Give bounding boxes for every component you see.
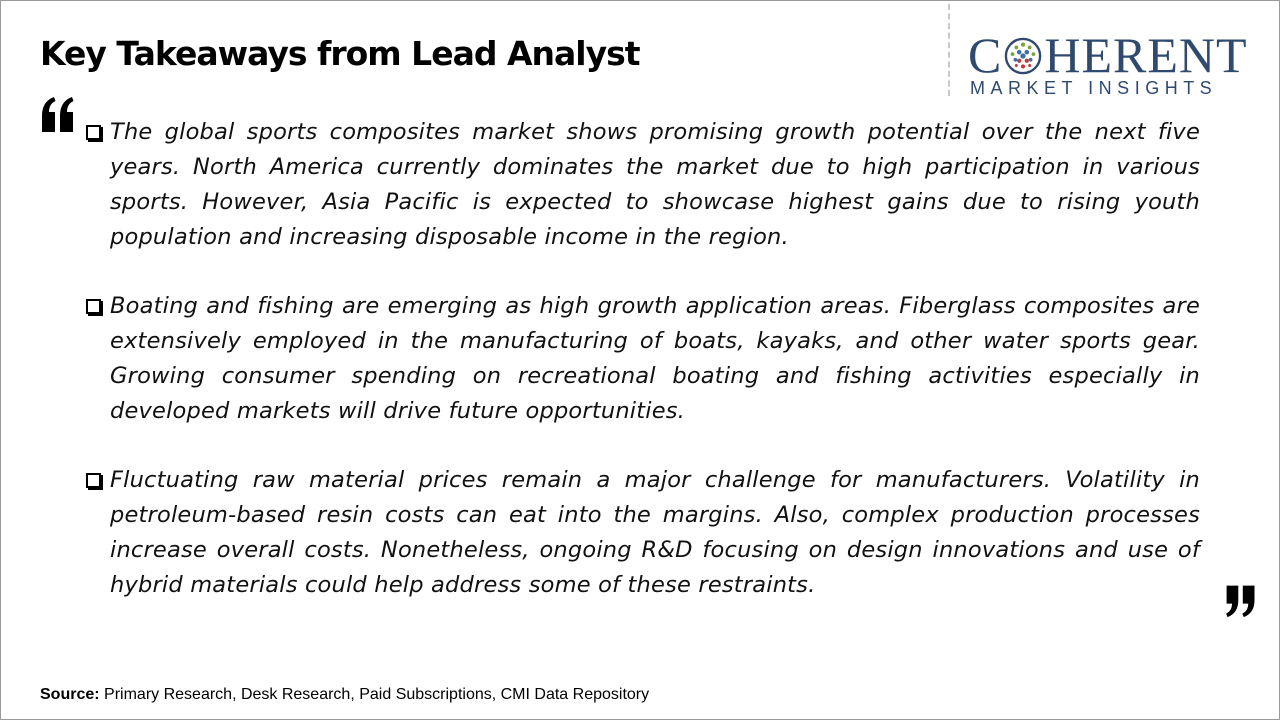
takeaways-list [86, 115, 1200, 637]
takeaway-text: Boating and fishing are emerging as high growth application areas. Fiberglass composites are extensively employed in the manufacturing of boats, kayaks, and other water sports gear. Growing consumer spending on recreational boating and fishing activities especially in developed markets will drive future opportunities. [110, 293, 1200, 424]
takeaway-item [86, 463, 1200, 603]
checkbox-bullet-icon [86, 299, 101, 314]
source-footnote [40, 686, 649, 704]
logo-tagline: MARKET INSIGHTS [970, 78, 1218, 98]
takeaway-text: The global sports composites market shows promising growth potential over the next five years. North America currently dominates the market due to high participation in various sports. However, Asia Pacific is expected to showcase highest gains due to rising youth population and increasing disposable income in the region. [110, 119, 1200, 250]
header-divider [948, 4, 950, 96]
dot-matrix-globe-icon [1004, 37, 1042, 75]
open-quote-icon [40, 96, 76, 136]
logo-wordmark [968, 27, 1248, 83]
source-label: Source: [40, 686, 100, 703]
takeaway-text: Fluctuating raw material prices remain a major challenge for manufacturers. Volatility in petroleum-based resin costs can eat into the margins. Also, complex production processes increase overall costs. Nonetheless, ongoing R&D focusing on design innovations and use of hybrid materials could help address some of these restraints. [110, 467, 1200, 598]
company-logo [968, 27, 1260, 100]
logo-letters-herent: HERENT [1044, 27, 1248, 83]
page-title: Key Takeaways from Lead Analyst [40, 34, 640, 73]
logo-letter-c: C [968, 27, 1003, 83]
takeaway-item [86, 115, 1200, 255]
checkbox-bullet-icon [86, 473, 101, 488]
close-quote-icon [1224, 582, 1258, 618]
source-text: Primary Research, Desk Research, Paid Subscriptions, CMI Data Repository [104, 686, 650, 703]
takeaway-item [86, 289, 1200, 429]
checkbox-bullet-icon [86, 125, 101, 140]
